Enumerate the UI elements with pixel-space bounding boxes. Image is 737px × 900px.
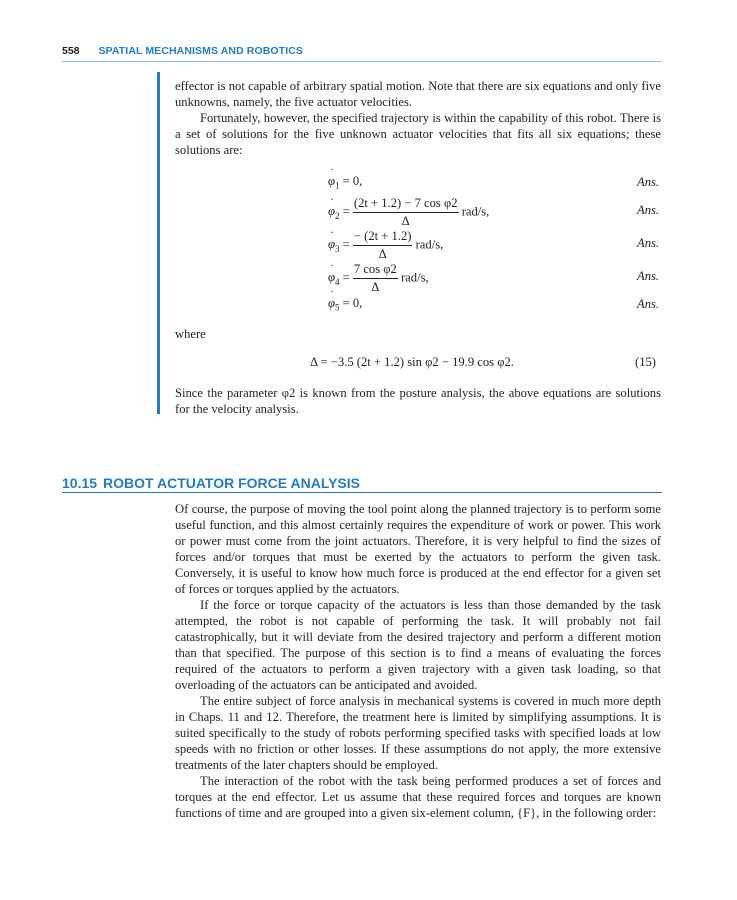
section-heading — [62, 475, 360, 491]
section-number: 10.15 — [62, 475, 98, 491]
page-number: 558 — [62, 45, 80, 57]
eq4-denominator: Δ — [371, 280, 380, 294]
change-bar — [157, 72, 160, 414]
eq4-fraction — [353, 262, 398, 295]
eq3-fraction — [353, 229, 413, 262]
equation-phi5: ˙ $\varphi_5 = 0$, — [328, 296, 362, 313]
body-paragraph-2: If the force or torque capacity of the actuators is less than those demanded by the task attempted, the robot is not capable of performing the task. It will probably not fail catastrophically, but it will deviate from the desired trajectory and perform a different motion than that specified. The purpose of this section is to find a means of evaluating the forces required of the actuators to perform a given trajectory with a given task loading, so that overloading of the actuators can be anticipated and avoided. — [175, 598, 661, 692]
ans-label-4: Ans. — [637, 269, 660, 283]
eq3-numerator: − (2t + 1.2) — [353, 229, 413, 246]
ans-label-3: Ans. — [637, 236, 660, 250]
eq3-denominator: Δ — [378, 247, 387, 261]
equation-phi3: ˙ $\varphi_3$ = $\frac{- (2t + 1.2)}{\Delta}$ rad/s, — [328, 229, 443, 262]
eq2-denominator: Δ — [401, 214, 410, 228]
eq1-rhs: = 0, — [342, 174, 363, 188]
body-paragraph-1: Of course, the purpose of moving the tool point along the planned trajectory is to perform some useful function, and this almost certainly requires the expenditure of work or power. This work or power must come from the joint actuators. Therefore, it is very helpful to find the sizes of forces and/or torques that must be exerted by the actuators to perform the given task. Conversely, it is useful to know how much force is produced at the end effector for a given set of forces or torques applied by the actuators. — [175, 502, 661, 596]
running-title: SPATIAL MECHANISMS AND ROBOTICS — [98, 45, 304, 57]
header-rule — [62, 61, 662, 62]
delta-equation: Δ = −3.5 (2t + 1.2) sin φ2 − 19.9 cos φ2. — [310, 355, 514, 369]
eq3-unit: rad/s, — [415, 237, 444, 252]
equation-phi1: ˙ $\varphi_1 = 0$, — [328, 174, 362, 191]
eq2-unit: rad/s, — [461, 204, 490, 219]
body-text — [175, 501, 661, 821]
equation-number-15: (15) — [635, 355, 656, 369]
equation-phi2: ˙ $\varphi_2$ = $\frac{\text{(2t + 1.2) − 7 cos φ2}}{\Delta}$ rad/s, — [328, 196, 489, 229]
intro-text — [175, 78, 661, 158]
intro-paragraph-2: Fortunately, however, the specified trajectory is within the capability of this robot. There is a set of solutions for the five unknown actuator velocities that fits all six equations; these solutions are: — [175, 111, 661, 157]
ans-label-1: Ans. — [637, 175, 660, 189]
equation-phi4: ˙ $\varphi_4$ = $\frac{\text{7 cos φ2}}{\Delta}$ rad/s, — [328, 262, 429, 295]
eq5-rhs: = 0, — [342, 296, 363, 310]
eq2-fraction — [353, 196, 459, 229]
body-paragraph-3: The entire subject of force analysis in mechanical systems is covered in much more depth in Chaps. 11 and 12. Therefore, the treatment here is limited by simplifying assumptions. It is suited specifically to the study of robots performing specified tasks with specified loads at low speeds with no friction or other losses. If these assumptions do not apply, the more extensive treatments of the later chapters should be employed. — [175, 694, 661, 772]
where-label: where — [175, 327, 206, 341]
eq2-numerator: (2t + 1.2) − 7 cos φ2 — [353, 196, 459, 213]
ans-label-5: Ans. — [637, 297, 660, 311]
section-title: ROBOT ACTUATOR FORCE ANALYSIS — [103, 475, 360, 491]
body-paragraph-4: The interaction of the robot with the task being performed produces a set of forces and torques at the end effector. Let us assume that these required forces and torques are known functions of time and are grouped into a given six-element column, {F}, in the following order: — [175, 774, 661, 820]
ans-label-2: Ans. — [637, 203, 660, 217]
running-header — [62, 45, 303, 57]
intro-paragraph-1: effector is not capable of arbitrary spatial motion. Note that there are six equations and only five unknowns, namely, the five actuator velocities. — [175, 79, 661, 109]
closing-paragraph: Since the parameter φ2 is known from the posture analysis, the above equations are solutions for the velocity analysis. — [175, 386, 661, 416]
eq4-unit: rad/s, — [400, 270, 429, 285]
section-rule — [62, 492, 662, 493]
eq4-numerator: 7 cos φ2 — [353, 262, 398, 279]
